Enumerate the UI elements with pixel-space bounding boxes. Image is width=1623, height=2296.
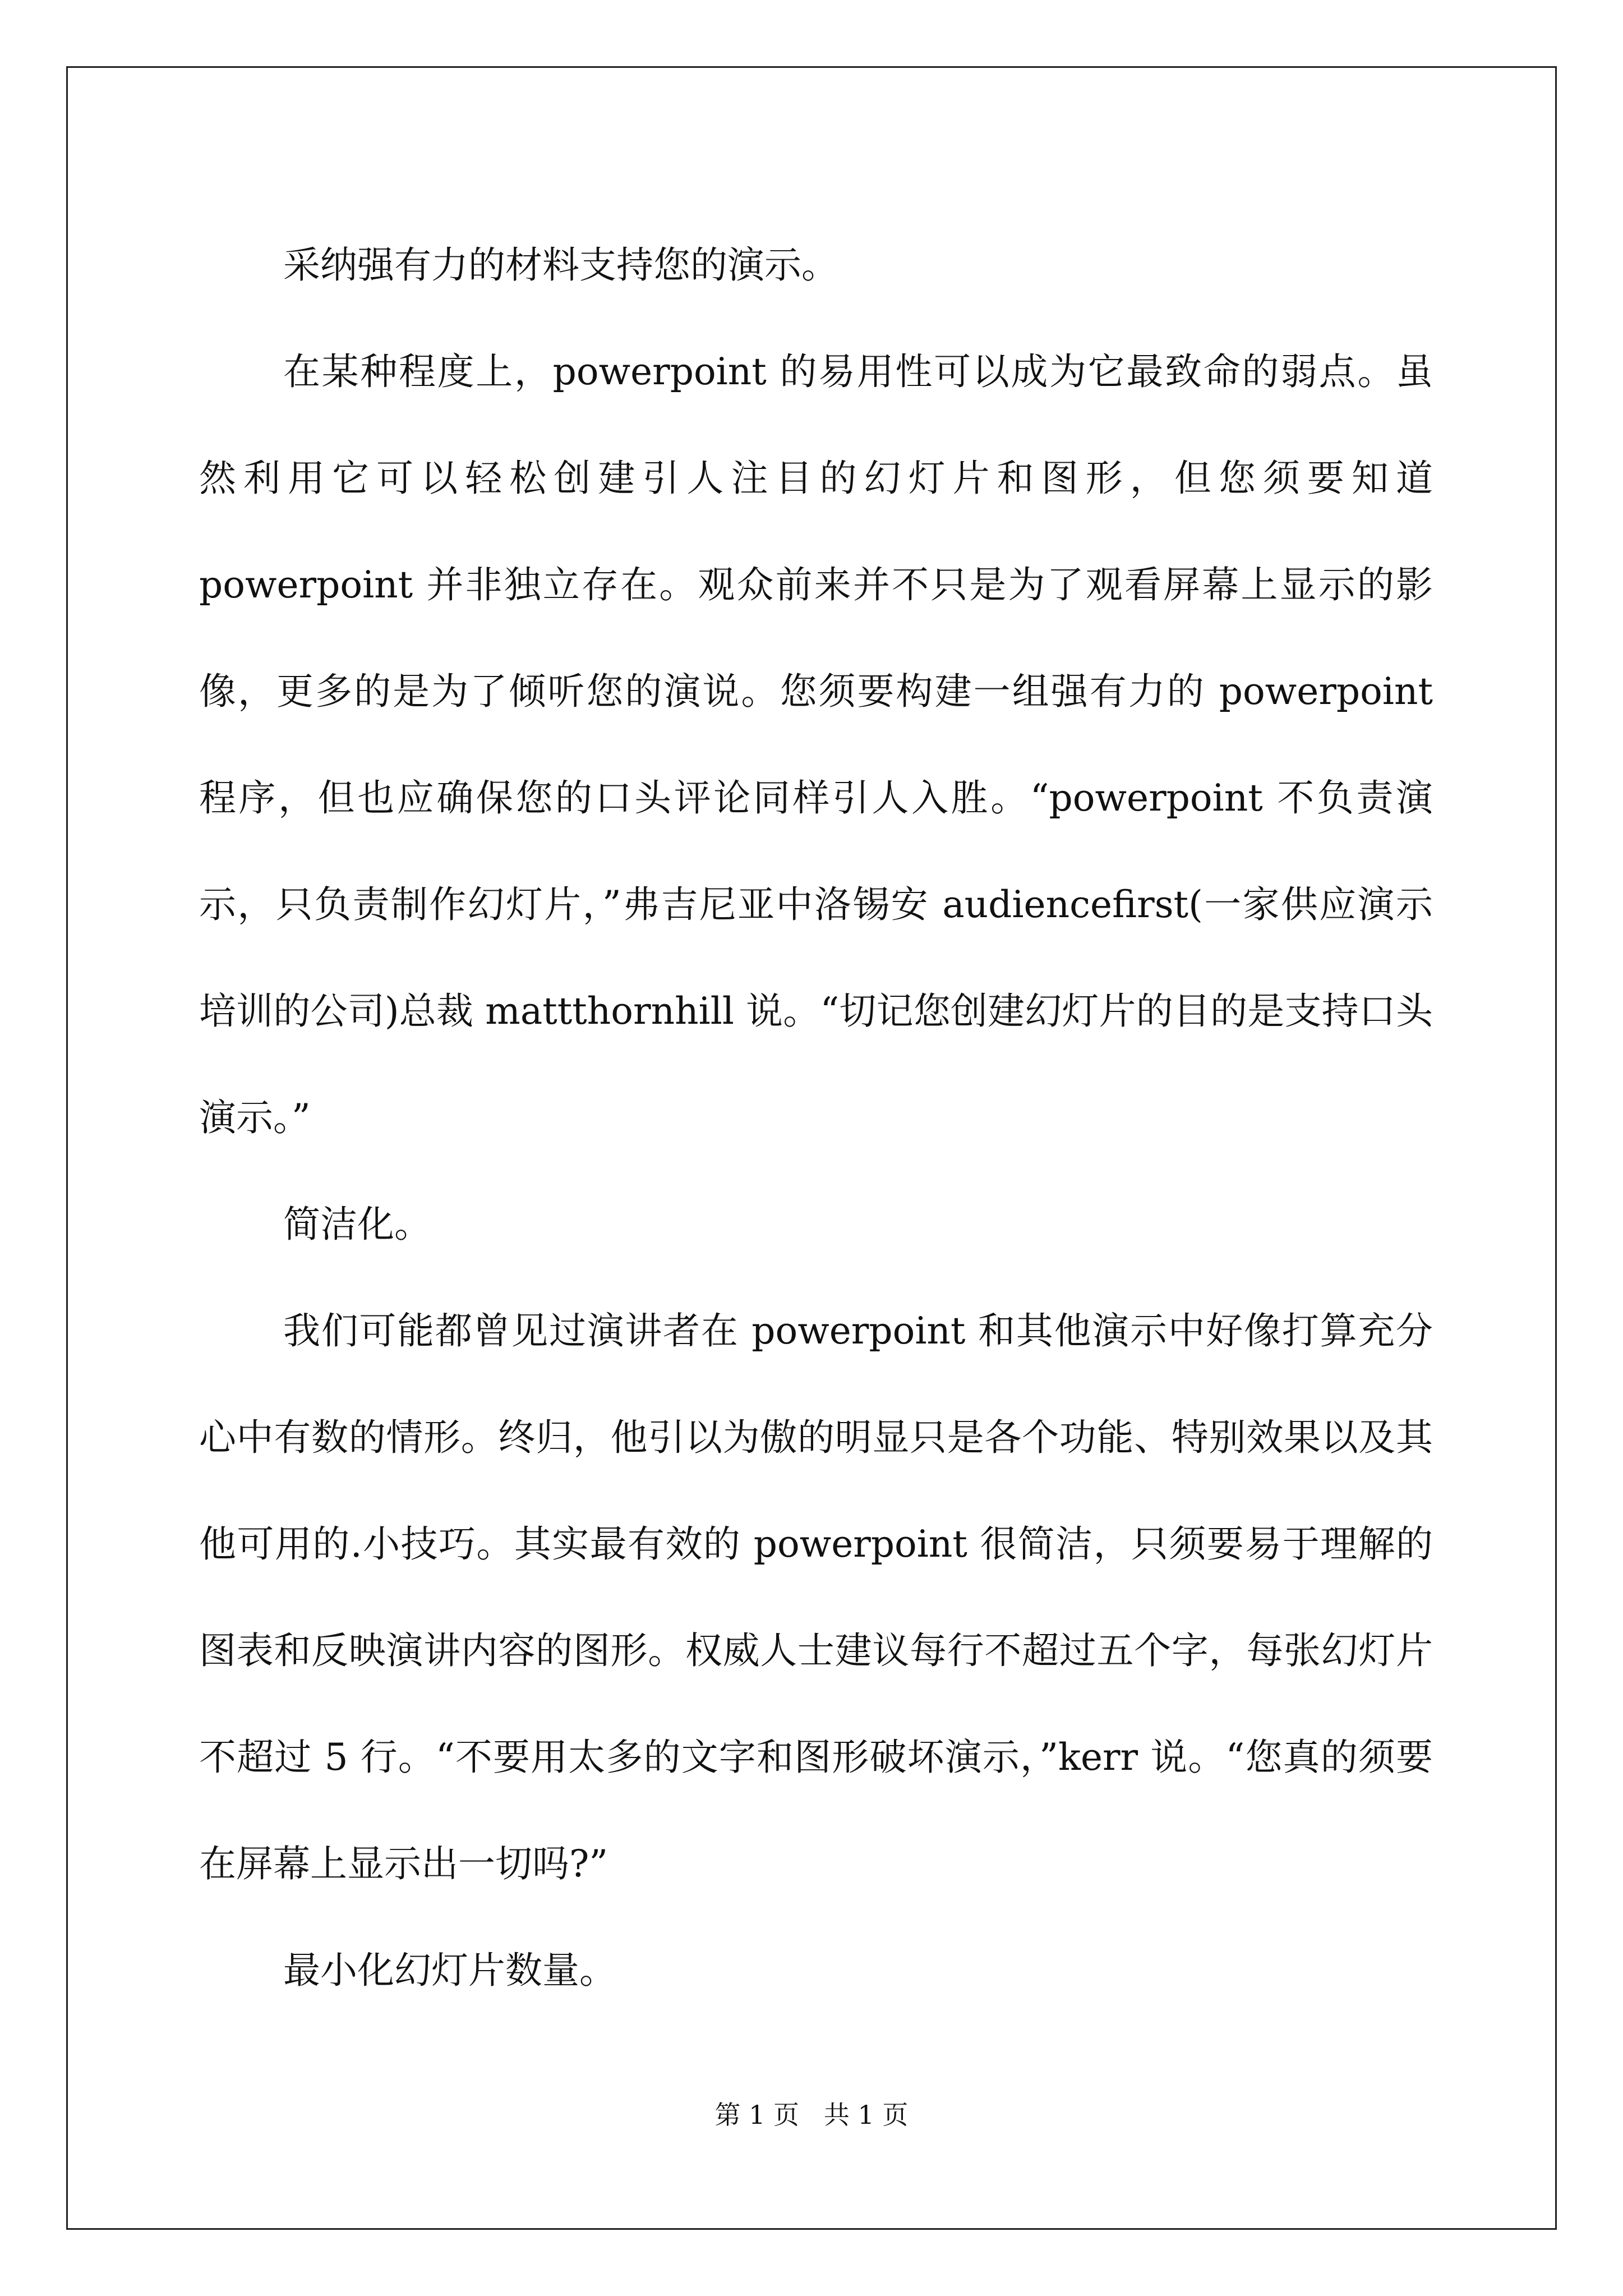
paragraph-5: 最小化幻灯片数量。 — [283, 1949, 616, 1992]
document-body — [199, 212, 1433, 2024]
paragraph-4: 我们可能都曾见过演讲者在 powerpoint 和其他演示中好像打算充分心中有数的情形。终归，他引以为傲的明显只是各个功能、特别效果以及其他可用的.小技巧。其实最有效的 powerpoint 很简洁，只须要易于理解的图表和反映演讲内容的图形。权威人士建议每行不超过五个字，每张幻灯片不超过 5 行。“不要用太多的文字和图形破坏演示，”kerr 说。“您真的须要在屏幕上显示出一切吗?” — [199, 1309, 1433, 1885]
page-footer: 第 1 页 共 1 页 — [714, 2100, 909, 2130]
paragraph-3: 简洁化。 — [283, 1203, 431, 1246]
paragraph-1: 采纳强有力的材料支持您的演示。 — [283, 243, 838, 287]
paragraph-2: 在某种程度上，powerpoint 的易用性可以成为它最致命的弱点。虽然利用它可以轻松创建引人注目的幻灯片和图形，但您须要知道 powerpoint 并非独立存在。观众前来并不只是为了观看屏幕上显示的影像，更多的是为了倾听您的演说。您须要构建一组强有力的 powerpoint 程序，但也应确保您的口头评论同样引人入胜。“powerpoint 不负责演示，只负责制作幻灯片，”弗吉尼亚中洛锡安 audiencefirst(一家供应演示培训的公司)总裁 mattthornhill 说。“切记您创建幻灯片的目的是支持口头演示。” — [199, 350, 1433, 1139]
